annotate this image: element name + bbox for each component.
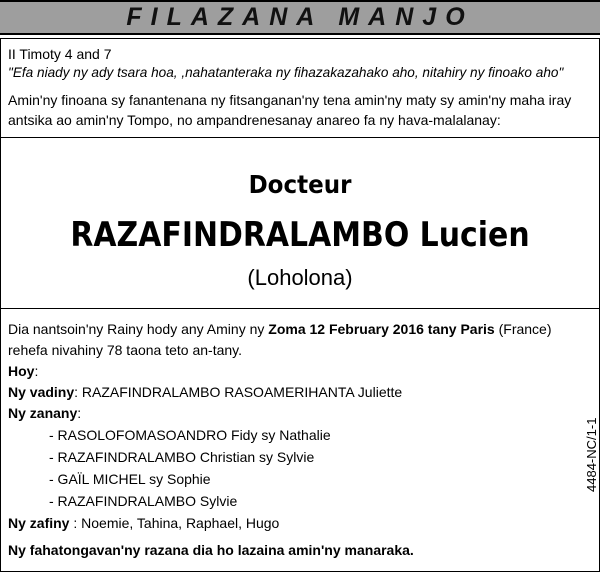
death-notice-line-2: rehefa nivahiny 78 taona teto an-tany.	[8, 342, 243, 358]
divider-middle	[1, 308, 599, 309]
notice-title: FILAZANA MANJO	[126, 3, 474, 31]
zafiny-label: Ny zafiny	[8, 515, 70, 531]
death-date-place: Zoma 12 February 2016 tany Paris	[268, 321, 495, 337]
notice-body	[0, 38, 600, 572]
intro-line-1: Amin'ny finoana sy fanantenana ny fitsanganan'ny tena amin'ny maty sy amin'ny maha iray	[8, 92, 572, 108]
divider-top	[1, 137, 599, 138]
deceased-title: Docteur	[248, 170, 352, 199]
zanany-item: - RAZAFINDRALAMBO Sylvie	[49, 493, 238, 509]
zanany-label: Ny zanany	[8, 405, 78, 421]
reference-code: 4484-NC/1-1	[584, 417, 599, 492]
hoy-label: Hoy	[8, 363, 35, 379]
intro-line-2: antsika ao amin'ny Tompo, no ampandrenesanay anareo fa ny hava-malalanay:	[8, 112, 501, 128]
death-notice-text: Dia nantsoin'ny Rainy hody any Aminy ny	[8, 321, 269, 337]
vadiny-label: Ny vadiny	[8, 384, 75, 400]
zanany-item: - RAZAFINDRALAMBO Christian sy Sylvie	[49, 449, 315, 465]
deceased-nickname: (Loholona)	[247, 265, 353, 290]
zanany-line: Ny zanany:	[8, 405, 82, 421]
death-country: (France)	[494, 321, 552, 337]
vadiny-value: : RAZAFINDRALAMBO RASOAMERIHANTA Juliette	[74, 384, 403, 400]
hoy-line: Hoy:	[8, 363, 39, 379]
zafiny-value: : Noemie, Tahina, Raphael, Hugo	[69, 515, 280, 531]
death-notice-line-1	[8, 320, 552, 338]
vadiny-line	[8, 383, 402, 401]
notice-header	[0, 0, 600, 35]
zanany-item: - GAÏL MICHEL sy Sophie	[49, 471, 211, 487]
zafiny-line	[8, 514, 279, 532]
deceased-name: RAZAFINDRALAMBO Lucien	[70, 215, 530, 255]
verse-quote: "Efa niady ny ady tsara hoa, ,nahatanteraka ny fihazakazahako aho, nitahiry ny finoako aho"	[8, 65, 564, 80]
verse-reference: II Timoty 4 and 7	[8, 46, 112, 62]
closing-note: Ny fahatongavan'ny razana dia ho lazaina amin'ny manaraka.	[8, 542, 414, 558]
zanany-item: - RASOLOFOMASOANDRO Fidy sy Nathalie	[49, 427, 331, 443]
